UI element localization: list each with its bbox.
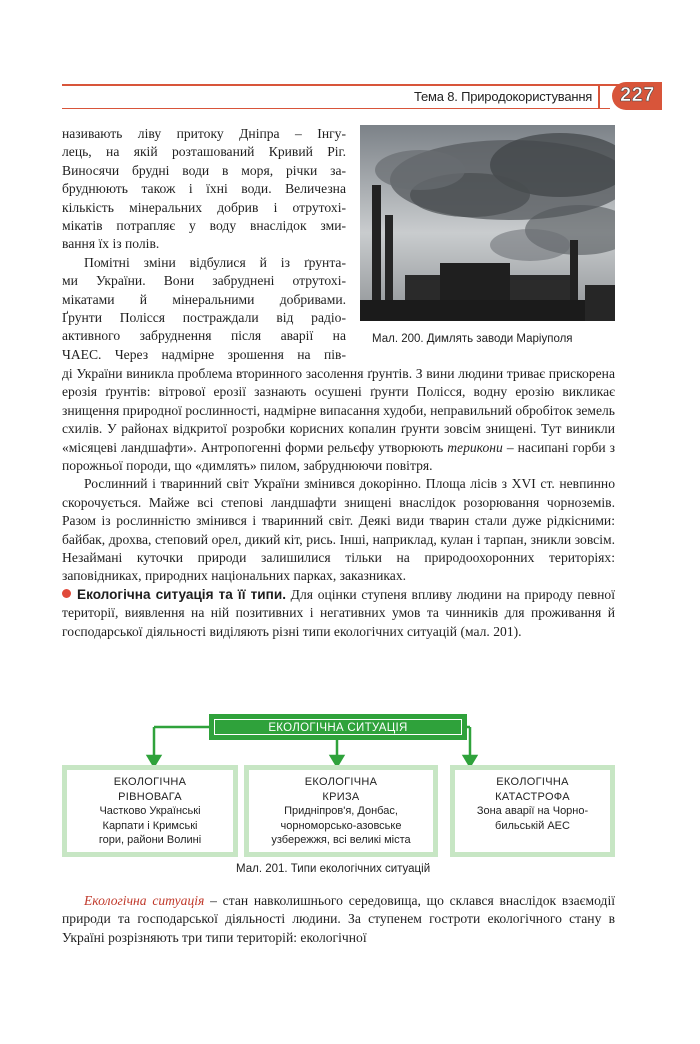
eco-box-description: бильській АЕС bbox=[495, 819, 570, 832]
section-heading: Екологічна ситуація та її типи. bbox=[77, 586, 286, 602]
text-line: Помітні зміни відбулися й із ґрунта- bbox=[84, 254, 346, 270]
eco-box-description: узбережжя, всі великі міста bbox=[271, 834, 411, 846]
text-line: Виносячи брудні води в моря, річки за- bbox=[62, 162, 346, 178]
text-line: лець, на якій розташований Кривий Ріг. bbox=[62, 144, 346, 160]
paragraph-definition bbox=[62, 892, 615, 947]
running-header: Тема 8. Природокористування bbox=[414, 89, 593, 104]
eco-box-description: чорноморсько-азовське bbox=[280, 819, 402, 832]
text-line: ЧАЕС. Через надмірне зрошення на пів- bbox=[62, 346, 346, 362]
eco-box-description: Придніпров'я, Донбас, bbox=[284, 805, 398, 817]
eco-catastrophe-box bbox=[450, 765, 615, 857]
page-number: 227 bbox=[620, 84, 655, 106]
text-line: кількість мінеральних добрив і отрутохі- bbox=[62, 199, 346, 215]
eco-box-title: ЕКОЛОГІЧНА bbox=[496, 776, 569, 788]
paragraph-flora-fauna: Рослинний і тваринний світ України змінився докорінно. Площа лісів з XVI ст. невпинно скорочується. Майже всі степові ландшафти знищені внаслідок розорювання чорноземів. Разом із рослинністю змінився і тваринний світ. Деякі види тварин стали дуже рідкісними: байбак, дрохва, степовий орел, дикий кіт, рись. Інші, наприклад, кулан і тарпан, зникли зовсім. Незаймані куточки природи залишилися тільки на природоохоронних територіях: заповідниках, природних національних парках, заказниках. bbox=[62, 476, 615, 584]
definition-text: – стан навколишнього середовища, що склався внаслідок взаємодії природи та господарської діяльності людини. За ступенем гостроти екологічного стану в Україні розрізняють три типи територій: екологічної bbox=[62, 893, 615, 945]
paragraph-soils-text: ді України виникла проблема вторинного засолення ґрунтів. З вини людини триває прискорена ерозія ґрунтів: вітрової ерозії зазнають осушені ґрунти Полісся, водну ерозію викликає знищення природної рослинності, надмірне випасання худоби, неправильний обробіток земель схилів. У районах відкритої розробки корисних копалин ґрунти зовсім знищені. Тут виникли «місяцеві ландшафти». Антропогенні форми рельєфу утворюють bbox=[62, 366, 615, 455]
eco-crisis-box bbox=[244, 765, 438, 857]
text-line: активного забруднення після аварії на bbox=[62, 328, 346, 344]
text-line: Ґрунти Полісся постраждали від радіо- bbox=[62, 310, 346, 326]
text-line: мікатами й мінеральними добривами. bbox=[62, 291, 346, 307]
text-line: мікатів потрапляє у воду внаслідок зми- bbox=[62, 218, 346, 234]
term-terykony: терикони bbox=[447, 439, 503, 455]
eco-situation-label: ЕКОЛОГІЧНА СИТУАЦІЯ bbox=[214, 719, 462, 735]
paragraph-soils-text-end: – насипані горби з порожньої породи, що «димлять» пилом, забруднюючи повітря. bbox=[62, 439, 615, 474]
text-line: ми України. Вони забруднені отрутохі- bbox=[62, 273, 346, 289]
section-text: Для оцінки ступеня впливу людини на природу певної території, виявлення на ній позитивних і негативних умов та чинників для проживання й господарської діяльності виділяють різні типи екологічних ситуацій (мал. 201). bbox=[62, 586, 615, 639]
text-line: вання їх із полів. bbox=[62, 236, 160, 252]
eco-box-description: Частково Українські bbox=[99, 805, 201, 817]
text-line: називають ліву притоку Дніпра – Інгу- bbox=[62, 126, 346, 141]
eco-box-title: ЕКОЛОГІЧНА bbox=[304, 776, 378, 788]
eco-box-title: КРИЗА bbox=[322, 790, 360, 803]
photo-caption: Мал. 200. Димлять заводи Маріуполя bbox=[372, 333, 573, 345]
text-line: бруднюють також і їхні води. Величезна bbox=[62, 181, 346, 197]
eco-box-title: КАТАСТРОФА bbox=[495, 790, 570, 803]
eco-balance-box bbox=[62, 765, 238, 857]
diagram-caption: Мал. 201. Типи екологічних ситуацій bbox=[236, 863, 431, 875]
eco-box-title: ЕКОЛОГІЧНА bbox=[113, 776, 187, 788]
eco-box-description: гори, райони Волині bbox=[98, 834, 202, 846]
eco-box-title: РІВНОВАГА bbox=[118, 790, 182, 803]
definition-term: Екологічна ситуація bbox=[84, 893, 205, 908]
eco-box-description: Зона аварії на Чорно- bbox=[476, 805, 589, 817]
eco-box-description: Карпати і Кримські bbox=[102, 819, 198, 832]
eco-situation-box bbox=[209, 714, 467, 740]
